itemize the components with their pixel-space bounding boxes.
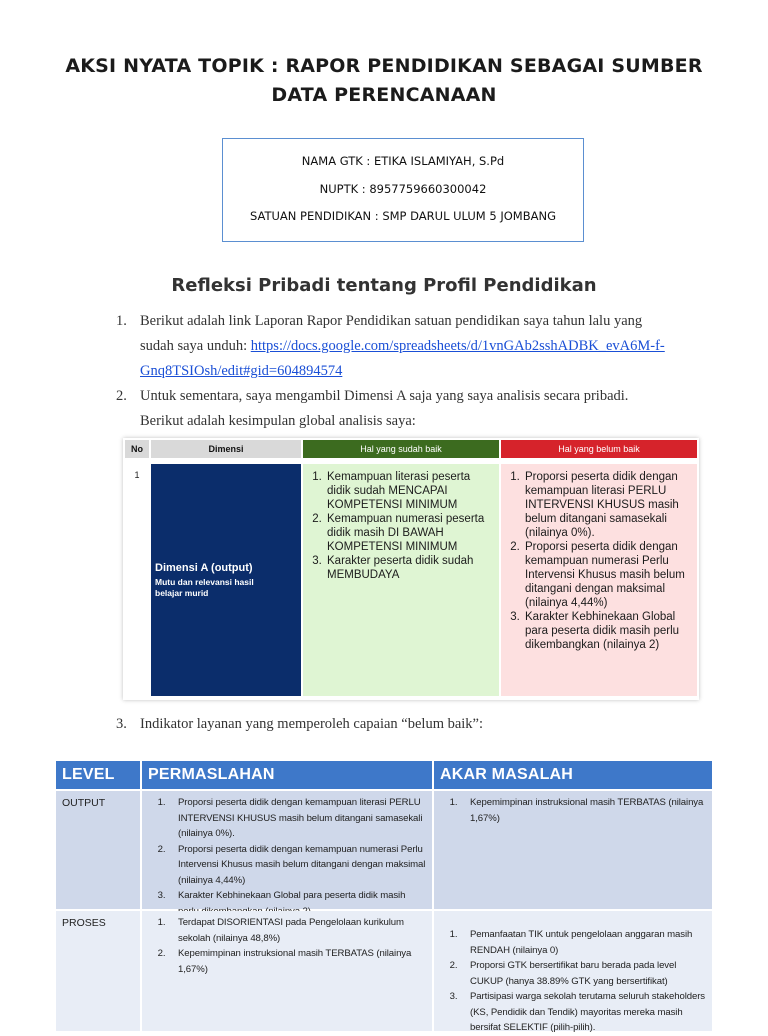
permasalahan-cell (142, 911, 432, 1031)
document-title (60, 52, 708, 110)
item-3-line-1: Indikator layanan yang memperoleh capaian “belum baik”: (140, 716, 484, 732)
list-item: 3. Karakter Kebhinekaan Global para peserta didik masih (168, 888, 426, 919)
list-item-2 (116, 384, 716, 434)
list-item: 3. Karakter Kebhinekaan Global para peserta didik masih perlu dikembangkan (nilainya 2) (523, 610, 689, 652)
title-line-2: DATA PERENCANAAN (271, 84, 497, 106)
dimensi-desc-1: Mutu dan relevansi hasil (155, 577, 254, 587)
list-text (140, 309, 710, 384)
list-item: 1. Kepemimpinan instruksional masih TERBATAS (nilainya 1,67%) (460, 795, 706, 826)
list-item: 1. Kemampuan literasi peserta didik sudah MENCAPAI KOMPETENSI MINIMUM (325, 470, 495, 512)
belum-baik-cell (501, 464, 697, 696)
school-name: SATUAN PENDIDIKAN : SMP DARUL ULUM 5 JOMBANG (249, 209, 556, 223)
header-sudah-baik: Hal yang sudah baik (303, 440, 499, 458)
list-item: 1. Terdapat DISORIENTASI pada Pengelolaan kurikulum sekolah (nilainya 48,8%) (168, 915, 426, 946)
list-item: 1. Proporsi peserta didik dengan kemampuan literasi PERLU INTERVENSI KHUSUS masih belum ditangani samasekali (nilainya 0%). (523, 470, 689, 540)
row-number: 1 (134, 470, 140, 480)
akar-masalah-cell (434, 911, 712, 1031)
section-heading: Refleksi Pribadi tentang Profil Pendidikan (171, 275, 597, 296)
report-link[interactable]: https://docs.google.com/spreadsheets/d/1vnGAb2sshADBK_evA6M-f- (250, 338, 665, 354)
item-1-line-2 (140, 334, 710, 359)
belum-baik-list (501, 470, 689, 652)
title-line-1: AKSI NYATA TOPIK : RAPOR PENDIDIKAN SEBAGAI SUMBER (65, 55, 703, 77)
list-text (140, 712, 710, 737)
list-item: 2. Kepemimpinan instruksional masih TERBATAS (nilainya 1,67%) (168, 946, 426, 977)
level-cell: PROSES (56, 911, 140, 1031)
header-level: LEVEL (56, 761, 140, 789)
item-1-prefix: sudah saya unduh: (140, 338, 251, 354)
list-item-3 (116, 712, 716, 738)
header-permasalahan: PERMASLAHAN (142, 761, 432, 789)
item-1-line-1: Berikut adalah link Laporan Rapor Pendidikan satuan pendidikan saya tahun lalu yang (140, 313, 643, 329)
list-item: 3. Karakter peserta didik sudah MEMBUDAYA (325, 554, 495, 582)
list-number: 3. (116, 716, 127, 732)
permasalahan-list (142, 915, 426, 977)
dimension-analysis-table (123, 438, 699, 700)
level-cell: OUTPUT (56, 791, 140, 909)
sudah-baik-list (303, 470, 495, 582)
list-number: 2. (116, 388, 127, 404)
list-item: 2. Proporsi GTK bersertifikat baru berada pada level CUKUP (hanya 38.89% GTK yang bersertifikat) (460, 958, 706, 989)
header-belum-baik: Hal yang belum baik (501, 440, 697, 458)
akar-masalah-list (434, 795, 706, 826)
list-number: 1. (116, 313, 127, 329)
permasalahan-list (142, 795, 426, 919)
permasalahan-cell (142, 791, 432, 909)
sudah-baik-cell (303, 464, 499, 696)
akar-masalah-cell (434, 791, 712, 909)
report-link-continued[interactable]: Gnq8TSIOsh/edit#gid=604894574 (140, 363, 343, 379)
list-item: 3. Partisipasi warga sekolah terutama seluruh stakeholders (KS, Pendidik dan Tendik) mayoritas mereka masih bersifat SELEKTIF (pilih-pilih). (460, 989, 706, 1036)
nuptk: NUPTK : 8957759660300042 (319, 182, 487, 196)
header-akar-masalah: AKAR MASALAH (434, 761, 712, 789)
list-item-1 (116, 309, 716, 379)
list-item: 1. Proporsi peserta didik dengan kemampuan literasi PERLU INTERVENSI KHUSUS masih belum ditangani samasekali (nilainya 0%). (168, 795, 426, 842)
dimensi-cell (151, 464, 301, 696)
gtk-name: NAMA GTK : ETIKA ISLAMIYAH, S.Pd (301, 154, 505, 168)
dimensi-title: Dimensi A (output) (155, 562, 253, 574)
list-item: 1. Pemanfaatan TIK untuk pengelolaan anggaran masih RENDAH (nilainya 0) (460, 927, 706, 958)
item-2-line-1: Untuk sementara, saya mengambil Dimensi A saja yang saya analisis secara pribadi. (140, 388, 629, 404)
indicator-table (56, 761, 712, 1031)
header-no: No (125, 440, 149, 458)
header-dimensi: Dimensi (151, 440, 301, 458)
identity-box (222, 138, 584, 242)
dimensi-desc-2: belajar murid (155, 588, 209, 598)
list-item: 2. Proporsi peserta didik dengan kemampuan numerasi Perlu Intervensi Khusus masih belum ditangani dengan maksimal (nilainya 4,44%) (523, 540, 689, 610)
list-item: 2. Kemampuan numerasi peserta didik masih DI BAWAH KOMPETENSI MINIMUM (325, 512, 495, 554)
list-text (140, 384, 710, 434)
list-item: 2. Proporsi peserta didik dengan kemampuan numerasi Perlu Intervensi Khusus masih belum ditangani dengan maksimal (nilainya 4,44%) (168, 842, 426, 889)
item-2-line-2: Berikut adalah kesimpulan global analisis saya: (140, 413, 416, 429)
item-1-line-3 (140, 359, 710, 384)
akar-masalah-list (434, 927, 706, 1036)
